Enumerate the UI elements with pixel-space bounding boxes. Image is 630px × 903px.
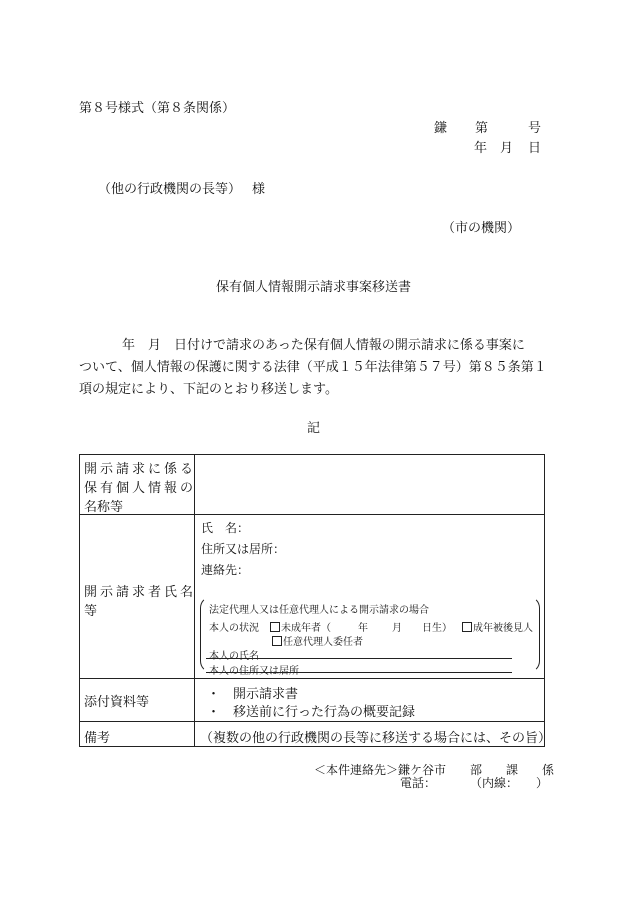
agent-minor-month: 月 [392, 623, 402, 634]
body-line-3: 項の規定により、下記のとおり移送します。 [79, 382, 338, 397]
person-address-label: 本人の住所又は居所 [209, 666, 299, 677]
doc-number-go: 号 [528, 121, 542, 136]
body-line-1: 年 月 日付けで請求のあった保有個人情報の開示請求に係る事案に [122, 338, 525, 353]
agent-heading: 法定代理人又は任意代理人による開示請求の場合 [209, 605, 429, 616]
requester-address-field: 住所又は居所： [201, 542, 286, 556]
document-title: 保有個人情報開示請求事案移送書 [216, 280, 412, 295]
agent-minor-year: 年 [358, 623, 368, 634]
footer-contact-line: ＜本件連絡先＞鎌ケ谷市 部 課 係 [314, 763, 555, 777]
form-number: 第８号様式（第８条関係） [79, 101, 236, 116]
row2-label-2: 等 [84, 604, 98, 619]
row2-label-1: 開示請求者氏名 [84, 585, 197, 600]
addressee-honorific: 様 [252, 182, 266, 197]
person-address-underline [206, 672, 512, 673]
agent-minor-option: 未成年者（ [270, 619, 331, 634]
minor-checkbox-icon [270, 622, 280, 632]
agent-delegator-option: 任意代理人委任者 [272, 633, 363, 648]
footer-phone-label: 電話： [400, 776, 437, 790]
footer-extension: （内線： ） [470, 776, 549, 790]
attachment-item-1: ・ 開示請求書 [207, 687, 299, 702]
date-day: 日 [528, 141, 542, 156]
date-year: 年 [474, 141, 488, 156]
row1-label-2: 保有個人情報の [84, 481, 197, 496]
row4-label: 備考 [84, 731, 111, 746]
doc-number-prefix: 鎌 [434, 121, 448, 136]
requester-name-field: 氏 名： [201, 521, 250, 535]
attachment-item-2: ・ 移送前に行った行為の概要記録 [207, 705, 416, 720]
row3-label: 添付資料等 [84, 695, 150, 710]
agent-ward-option: 成年被後見人 [462, 619, 533, 634]
body-line-2: ついて、個人情報の保護に関する法律（平成１５年法律第５７号）第８５条第１ [79, 360, 547, 375]
ki-heading: 記 [307, 421, 321, 436]
sender: （市の機関） [442, 221, 521, 236]
row1-label-1: 開示請求に係る [84, 462, 197, 477]
requester-contact-field: 連絡先： [201, 563, 250, 577]
delegator-checkbox-icon [272, 636, 282, 646]
agent-status-label: 本人の状況 [209, 623, 259, 634]
addressee-name: （他の行政機関の長等） [98, 182, 242, 197]
row1-label-3: 名称等 [84, 500, 124, 515]
person-name-label: 本人の氏名 [209, 651, 259, 662]
person-name-underline [206, 658, 512, 659]
doc-number-dai: 第 [475, 121, 489, 136]
date-month: 月 [500, 141, 514, 156]
agent-minor-day: 日生） [422, 623, 452, 634]
row4-value: （複数の他の行政機関の長等に移送する場合には、その旨） [200, 731, 552, 746]
ward-checkbox-icon [462, 622, 472, 632]
